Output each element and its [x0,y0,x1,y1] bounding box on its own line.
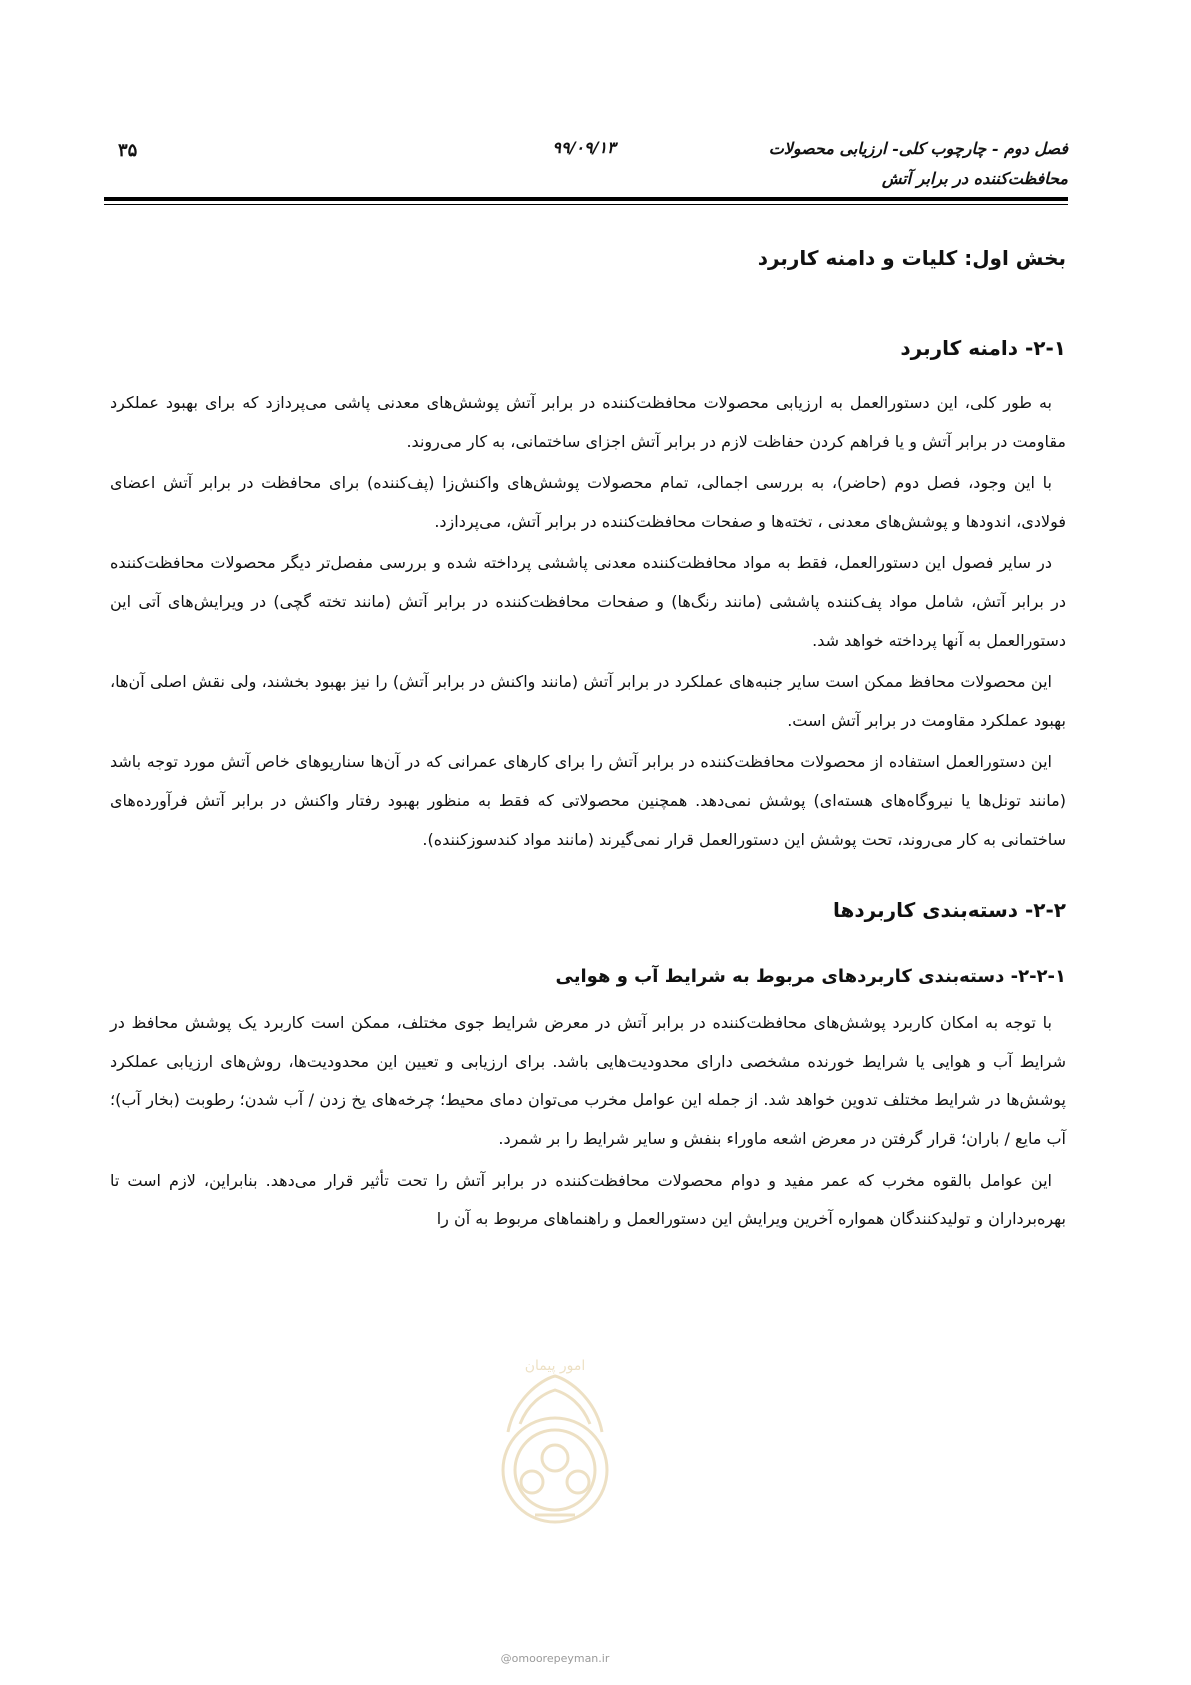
paragraph: به طور کلی، این دستورالعمل به ارزیابی محصولات محافظت‌کننده در برابر آتش پوشش‌های معدنی پاشی می‌پردازد که برای بهبود عملکرد مقاومت در برابر آتش و یا فراهم کردن حفاظت لازم در برابر آتش اجزای ساختمانی، به کار می‌روند. [110,393,1066,451]
spacer [110,862,1066,888]
paragraph: این محصولات محافظ ممکن است سایر جنبه‌های عملکرد در برابر آتش (مانند واکنش در برابر آتش) را نیز بهبود بخشند، ولی نقش اصلی آن‌ها، بهبود عملکرد مقاومت در برابر آتش است. [110,672,1066,730]
paragraph: در سایر فصول این دستورالعمل، فقط به مواد محافظت‌کننده معدنی پاششی پرداخته شده و بررسی مفصل‌تر دیگر محصولات محافظت‌کننده در برابر آتش، شامل مواد پف‌کننده پاششی (مانند رنگ‌ها) و صفحات محافظت‌کننده در برابر آتش (مانند تخته گچی) در ویرایش‌های آتی این دستورالعمل به آنها پرداخته خواهد شد. [110,553,1066,650]
paragraph: این عوامل بالقوه مخرب که عمر مفید و دوام محصولات محافظت‌کننده در برابر آتش را تحت تأثیر قرار می‌دهد. بنابراین، لازم است تا بهره‌برداران و تولیدکنندگان همواره آخرین ویرایش این دستورالعمل و راهنماهای مربوط به آن را [110,1170,1066,1229]
header-rule-thick [104,197,1068,201]
running-header-line-2: محافظت‌کننده در برابر آتش [881,169,1068,188]
header-rule-thin [104,204,1068,205]
paragraph: با این وجود، فصل دوم (حاضر)، به بررسی اجمالی، تمام محصولات پوشش‌های واکنش‌زا (پف‌کننده) برای محافظت در برابر آتش اعضای فولادی، اندودها و پوشش‌های معدنی ، تخته‌ها و صفحات محافظت‌کننده در برابر آتش، می‌پردازد. [110,473,1066,531]
paragraph: این دستورالعمل استفاده از محصولات محافظت‌کننده در برابر آتش را برای کارهای عمرانی که در آن‌ها سناریوهای خاص آتش مورد توجه باشد (مانند تونل‌ها یا نیروگاه‌های هسته‌ای) پوشش نمی‌دهد. همچنین محصولاتی که فقط به منظور بهبود رفتار واکنش در برابر آتش فرآورده‌های ساختمانی به کار می‌روند، تحت پوشش این دستورالعمل قرار نمی‌گیرند (مانند مواد کندسوزکننده). [110,752,1066,849]
paragraph: با توجه به امکان کاربرد پوشش‌های محافظت‌کننده در برابر آتش در معرض شرایط جوی مختلف، ممکن است کاربرد یک پوشش محافظ در شرایط آب و هوایی یا شرایط خورنده مشخصی دارای محدودیت‌هایی باشد. برای ارزیابی و تعیین این محدودیت‌ها، روش‌های ارزیابی عملکرد پوشش‌ها در شرایط مختلف تدوین خواهد شد. از جمله این عوامل مخرب می‌توان دمای محیط؛ چرخه‌های یخ زدن / آب شدن؛ رطوبت (بخار آب)؛ آب مایع / باران؛ قرار گرفتن در معرض اشعه ماوراء بنفش و سایر شرایط را بر شمرد. [110,1013,1066,1148]
running-header-line-1: فصل دوم - چارچوب کلی- ارزیابی محصولات [768,139,1068,158]
spacer [110,946,1066,958]
watermark-url: @omoorepeyman.ir [500,1652,610,1665]
section-2-2-heading: ۲-۲- دسته‌بندی کاربردها [833,898,1066,923]
running-header-chapter [648,134,1068,194]
page-header [104,118,1068,200]
watermark-seal [480,1340,630,1540]
page-body [110,238,1066,1242]
section-2-2-1-heading: ۲-۲-۱- دسته‌بندی کاربردهای مربوط به شرایط آب و هوایی [555,966,1066,988]
seal-text: امور پیمان [524,1358,586,1374]
section-2-1-heading: ۲-۱- دامنه کاربرد [900,336,1066,360]
part-title: بخش اول: کلیات و دامنه کاربرد [757,246,1066,270]
seal-emblem-icon [480,1340,630,1540]
header-date: ۹۹/۰۹/۱۳ [552,138,616,157]
page-number: ۳۵ [118,140,138,161]
